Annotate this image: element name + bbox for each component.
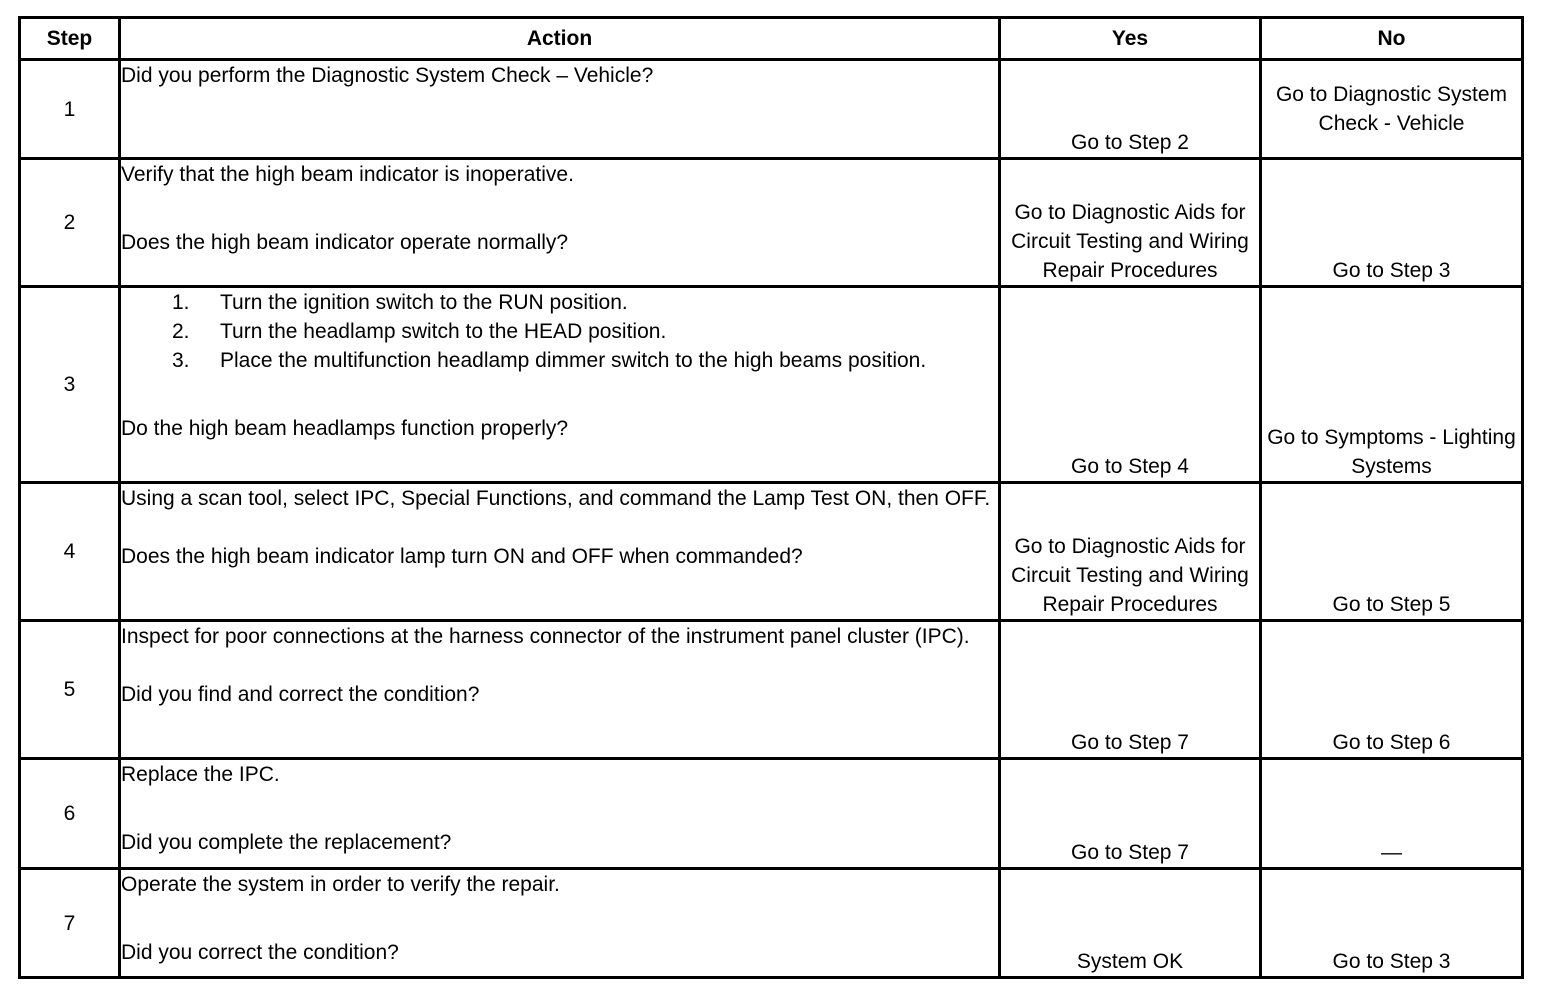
procedure-list	[121, 288, 998, 375]
table-row	[20, 159, 1523, 287]
table-row	[20, 60, 1523, 159]
no-cell: Go to Step 3	[1261, 159, 1523, 287]
action-text: Operate the system in order to verify the repair.	[121, 873, 560, 896]
yes-cell: Go to Step 4	[1000, 287, 1261, 483]
action-text: Did you perform the Diagnostic System Check – Vehicle?	[121, 64, 654, 87]
action-question: Do the high beam headlamps function properly?	[121, 417, 569, 440]
no-cell: Go to Symptoms - Lighting Systems	[1261, 287, 1523, 483]
action-question: Did you correct the condition?	[121, 941, 399, 964]
action-text: Inspect for poor connections at the harness connector of the instrument panel cluster (IPC).	[121, 625, 970, 648]
header-yes: Yes	[1000, 18, 1261, 60]
action-text: Replace the IPC.	[121, 763, 280, 786]
action-question: Did you find and correct the condition?	[121, 683, 480, 706]
table-row	[20, 621, 1523, 759]
list-item-number: 1.	[172, 291, 190, 314]
table-row	[20, 483, 1523, 621]
yes-cell: Go to Step 7	[1000, 759, 1261, 869]
action-cell	[120, 60, 1000, 159]
step-number: 4	[20, 483, 120, 621]
no-cell	[1261, 759, 1523, 869]
action-cell	[120, 483, 1000, 621]
no-cell: Go to Diagnostic System Check - Vehicle	[1261, 60, 1523, 159]
yes-cell: System OK	[1000, 869, 1261, 978]
no-cell: Go to Step 5	[1261, 483, 1523, 621]
action-cell	[120, 869, 1000, 978]
action-cell	[120, 159, 1000, 287]
no-action-dash: —	[1381, 841, 1402, 864]
action-question: Does the high beam indicator operate normally?	[121, 231, 569, 254]
yes-cell: Go to Step 2	[1000, 60, 1261, 159]
action-cell	[120, 287, 1000, 483]
list-item	[121, 317, 998, 346]
table-row	[20, 759, 1523, 869]
list-item-number: 2.	[172, 320, 190, 343]
list-item	[121, 288, 998, 317]
table-row	[20, 869, 1523, 978]
yes-cell: Go to Diagnostic Aids for Circuit Testing and Wiring Repair Procedures	[1000, 159, 1261, 287]
step-number: 6	[20, 759, 120, 869]
diagnostic-table	[18, 16, 1524, 979]
action-cell	[120, 759, 1000, 869]
step-number: 7	[20, 869, 120, 978]
table-row	[20, 287, 1523, 483]
header-no: No	[1261, 18, 1523, 60]
yes-cell: Go to Step 7	[1000, 621, 1261, 759]
step-number: 3	[20, 287, 120, 483]
list-item-text: Turn the ignition switch to the RUN position.	[220, 291, 628, 314]
yes-cell: Go to Diagnostic Aids for Circuit Testing and Wiring Repair Procedures	[1000, 483, 1261, 621]
header-step: Step	[20, 18, 120, 60]
step-number: 2	[20, 159, 120, 287]
no-cell: Go to Step 3	[1261, 869, 1523, 978]
header-action: Action	[120, 18, 1000, 60]
step-number: 1	[20, 60, 120, 159]
action-question: Did you complete the replacement?	[121, 831, 452, 854]
action-text: Using a scan tool, select IPC, Special Functions, and command the Lamp Test ON, then OFF.	[121, 487, 991, 510]
step-number: 5	[20, 621, 120, 759]
action-question: Does the high beam indicator lamp turn ON and OFF when commanded?	[121, 545, 803, 568]
list-item-number: 3.	[172, 349, 190, 372]
list-item-text: Turn the headlamp switch to the HEAD position.	[220, 320, 667, 343]
action-cell	[120, 621, 1000, 759]
action-text: Verify that the high beam indicator is inoperative.	[121, 163, 574, 186]
header-row	[20, 18, 1523, 60]
list-item-text: Place the multifunction headlamp dimmer switch to the high beams position.	[220, 349, 927, 372]
list-item	[121, 346, 998, 375]
no-cell: Go to Step 6	[1261, 621, 1523, 759]
